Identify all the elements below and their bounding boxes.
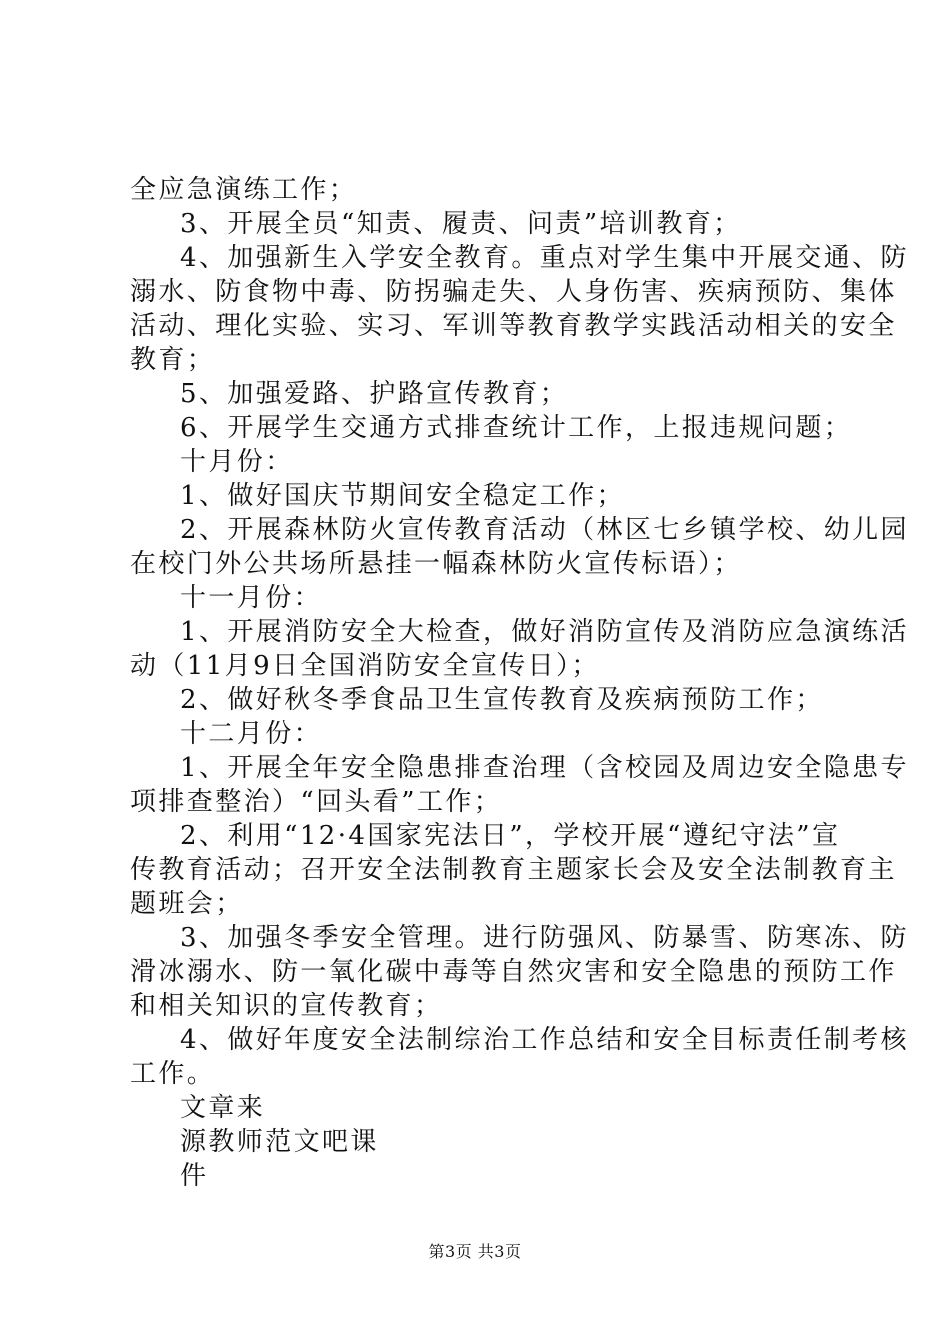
page-number: 第3页 共3页 [428,1242,522,1261]
text-line: 3、开展全员“知责、履责、问责”培训教育； [180,209,742,239]
text-line: 2、做好秋冬季食品卫生宣传教育及疾病预防工作； [180,685,824,715]
text-line: 溺水、防食物中毒、防拐骗走失、人身伤害、疾病预防、集体 [130,277,897,307]
text-line: 工作。 [130,1059,216,1089]
text-line: 1、开展消防安全大检查，做好消防宣传及消防应急演练活 [180,617,909,647]
text-line: 6、开展学生交通方式排查统计工作，上报违规问题； [180,413,853,443]
text-line: 题班会； [130,889,244,919]
source-note: 件 [180,1161,209,1191]
text-line: 1、开展全年安全隐患排查治理（含校园及周边安全隐患专 [180,753,909,783]
text-line: 4、加强新生入学安全教育。重点对学生集中开展交通、防 [180,243,909,273]
text-line: 在校门外公共场所悬挂一幅森林防火宣传标语）； [130,549,742,579]
text-line: 和相关知识的宣传教育； [130,991,443,1021]
source-note: 文章来 [180,1093,266,1123]
section-heading: 十一月份： [180,583,323,613]
text-line: 滑冰溺水、防一氧化碳中毒等自然灾害和安全隐患的预防工作 [130,957,897,987]
text-line: 项排查整治）“回头看”工作； [130,787,503,817]
text-line: 传教育活动；召开安全法制教育主题家长会及安全法制教育主 [130,855,897,885]
text-line: 1、做好国庆节期间安全稳定工作； [180,481,625,511]
source-note: 源教师范文吧课 [180,1127,379,1157]
text-line: 3、加强冬季安全管理。进行防强风、防暴雪、防寒冻、防 [180,923,909,953]
text-line: 5、加强爱路、护路宣传教育； [180,379,569,409]
text-line: 全应急演练工作； [130,175,358,205]
text-line: 动（11月9日全国消防安全宣传日）； [130,651,600,681]
text-line: 活动、理化实验、实习、军训等教育教学实践活动相关的安全 [130,311,897,341]
text-line: 2、开展森林防火宣传教育活动（林区七乡镇学校、幼儿园 [180,515,909,545]
section-heading: 十月份： [180,447,294,477]
text-line: 教育； [130,345,216,375]
section-heading: 十二月份： [180,719,323,749]
text-line: 4、做好年度安全法制综治工作总结和安全目标责任制考核 [180,1025,909,1055]
text-line: 2、利用“12·4国家宪法日”，学校开展“遵纪守法”宣 [180,821,841,851]
